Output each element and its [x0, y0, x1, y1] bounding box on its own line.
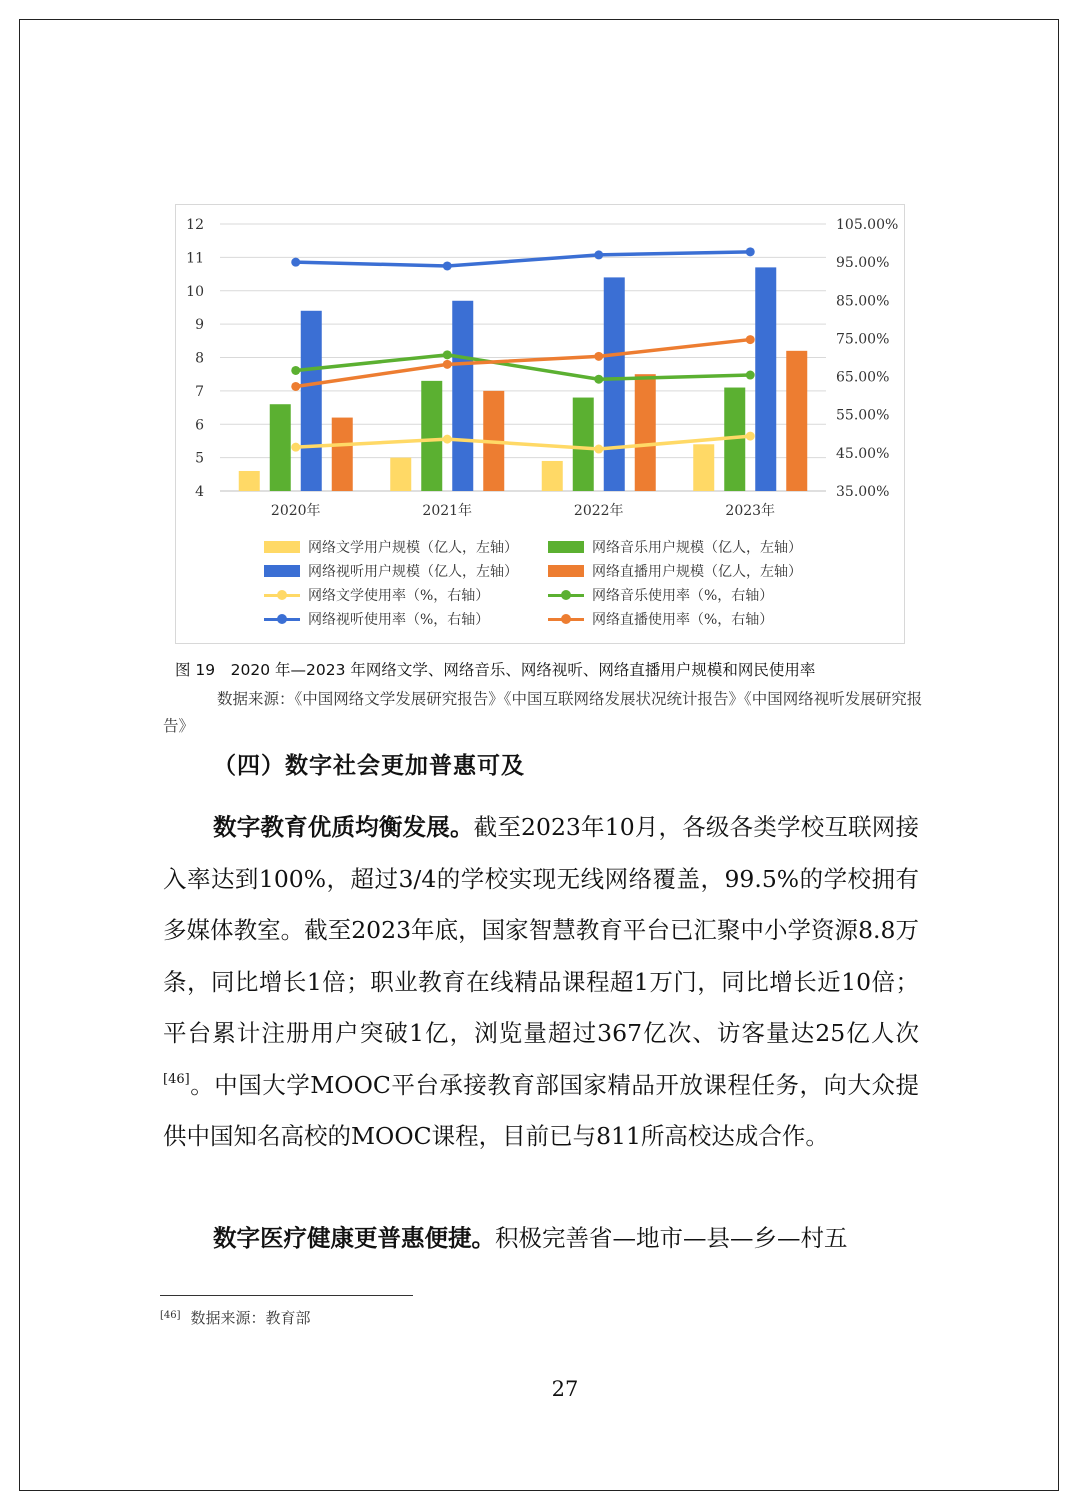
- bar: [755, 267, 776, 491]
- footnote-divider: [160, 1295, 413, 1296]
- legend-item: [548, 610, 848, 628]
- bar: [332, 418, 353, 491]
- chart: [175, 204, 905, 644]
- footnote: [160, 1307, 311, 1328]
- paragraph-education: [163, 802, 919, 1163]
- x-tick-label: 2022年: [573, 503, 624, 519]
- right-tick-label: 35.00%: [836, 484, 890, 500]
- legend-label: 网络直播使用率（%，右轴）: [592, 612, 774, 628]
- x-tick-label: 2021年: [422, 503, 473, 519]
- legend-item: [548, 586, 848, 604]
- series-point: [443, 435, 452, 444]
- legend-swatch: [548, 565, 584, 577]
- x-tick-label: 2020年: [270, 503, 321, 519]
- series-point: [594, 250, 603, 259]
- legend-swatch: [548, 541, 584, 553]
- legend-item: [548, 562, 848, 580]
- page-number: 27: [551, 1377, 579, 1401]
- footnote-ref[interactable]: [46]: [163, 1071, 190, 1087]
- paragraph-text: 。中国大学MOOC平台承接教育部国家精品开放课程任务，向大众提供中国知名高校的MOOC课程，目前已与811所高校达成合作。: [163, 1070, 919, 1150]
- legend-swatch: [264, 565, 300, 577]
- legend-line-marker: [548, 613, 584, 625]
- left-tick-label: 5: [195, 450, 204, 467]
- series-point: [443, 350, 452, 359]
- left-tick-label: 9: [195, 317, 204, 334]
- left-tick-label: 8: [195, 350, 204, 367]
- bar: [239, 471, 260, 491]
- series-point: [746, 335, 755, 344]
- bar: [635, 374, 656, 491]
- bar: [390, 458, 411, 491]
- right-tick-label: 75.00%: [836, 331, 890, 348]
- series-point: [594, 445, 603, 454]
- right-tick-label: 65.00%: [836, 369, 890, 386]
- legend-line-marker: [264, 589, 300, 601]
- legend-label: 网络文学使用率（%，右轴）: [308, 588, 490, 604]
- bar: [301, 311, 322, 491]
- legend-label: 网络文学用户规模（亿人，左轴）: [308, 540, 518, 556]
- bar: [786, 351, 807, 491]
- figure-source: 数据来源：《中国网络文学发展研究报告》《中国互联网络发展状况统计报告》《中国网络视听发展研究报告》: [163, 690, 923, 735]
- right-tick-label: 105.00%: [836, 217, 899, 233]
- footnote-text: 数据来源：教育部: [190, 1309, 311, 1327]
- chart-legend: [264, 538, 864, 628]
- section-heading: （四）数字社会更加普惠可及: [213, 753, 525, 779]
- paragraph-text: 积极完善省—地市—县—乡—村五: [495, 1224, 848, 1252]
- series-point: [443, 261, 452, 270]
- paragraph-text: 截至2023年10月，各级各类学校互联网接入率达到100%，超过3/4的学校实现无线网络覆盖，99.5%的学校拥有多媒体教室。截至2023年底，国家智慧教育平台已汇聚中小学资源8.8万条，同比增长1倍；职业教育在线精品课程超1万门，同比增长近10倍；平台累计注册用户突破1亿，浏览量超过367亿次、访客量达25亿人次: [163, 813, 919, 1047]
- series-point: [443, 360, 452, 369]
- legend-item: [264, 562, 548, 580]
- legend-label: 网络音乐用户规模（亿人，左轴）: [592, 540, 802, 556]
- legend-label: 网络视听使用率（%，右轴）: [308, 612, 490, 628]
- series-point: [746, 432, 755, 441]
- left-tick-label: 12: [186, 217, 204, 233]
- legend-item: [264, 610, 548, 628]
- bar: [421, 381, 442, 491]
- legend-item: [264, 586, 548, 604]
- legend-label: 网络音乐使用率（%，右轴）: [592, 588, 774, 604]
- x-tick-label: 2023年: [725, 503, 776, 519]
- bar: [452, 301, 473, 491]
- series-point: [746, 247, 755, 256]
- bar: [573, 398, 594, 491]
- right-tick-label: 85.00%: [836, 293, 890, 310]
- legend-item: [548, 538, 848, 556]
- series-point: [291, 258, 300, 267]
- figure-caption: 图 19 2020 年—2023 年网络文学、网络音乐、网络视听、网络直播用户规模和网民使用率: [175, 661, 816, 679]
- left-tick-label: 4: [195, 484, 204, 500]
- paragraph-health: [163, 1213, 919, 1265]
- series-point: [594, 352, 603, 361]
- bar: [542, 461, 563, 491]
- paragraph-lead: 数字医疗健康更普惠便捷。: [213, 1224, 495, 1252]
- left-tick-label: 10: [186, 283, 204, 300]
- legend-item: [264, 538, 548, 556]
- legend-label: 网络视听用户规模（亿人，左轴）: [308, 564, 518, 580]
- series-point: [291, 443, 300, 452]
- bar: [270, 404, 291, 491]
- right-tick-label: 45.00%: [836, 445, 890, 462]
- legend-label: 网络直播用户规模（亿人，左轴）: [592, 564, 802, 580]
- series-point: [746, 371, 755, 380]
- right-tick-label: 95.00%: [836, 255, 890, 272]
- series-point: [291, 366, 300, 375]
- paragraph-lead: 数字教育优质均衡发展。: [213, 813, 474, 841]
- footnote-number: [46]: [160, 1310, 181, 1321]
- right-tick-label: 55.00%: [836, 407, 890, 424]
- series-point: [594, 375, 603, 384]
- left-tick-label: 6: [195, 417, 204, 434]
- series-point: [291, 382, 300, 391]
- left-tick-label: 7: [195, 383, 204, 400]
- legend-line-marker: [548, 589, 584, 601]
- left-tick-label: 11: [186, 250, 204, 267]
- legend-line-marker: [264, 613, 300, 625]
- series-line: [296, 436, 751, 449]
- legend-swatch: [264, 541, 300, 553]
- series-line: [296, 252, 751, 266]
- bar: [604, 277, 625, 491]
- bar: [693, 444, 714, 491]
